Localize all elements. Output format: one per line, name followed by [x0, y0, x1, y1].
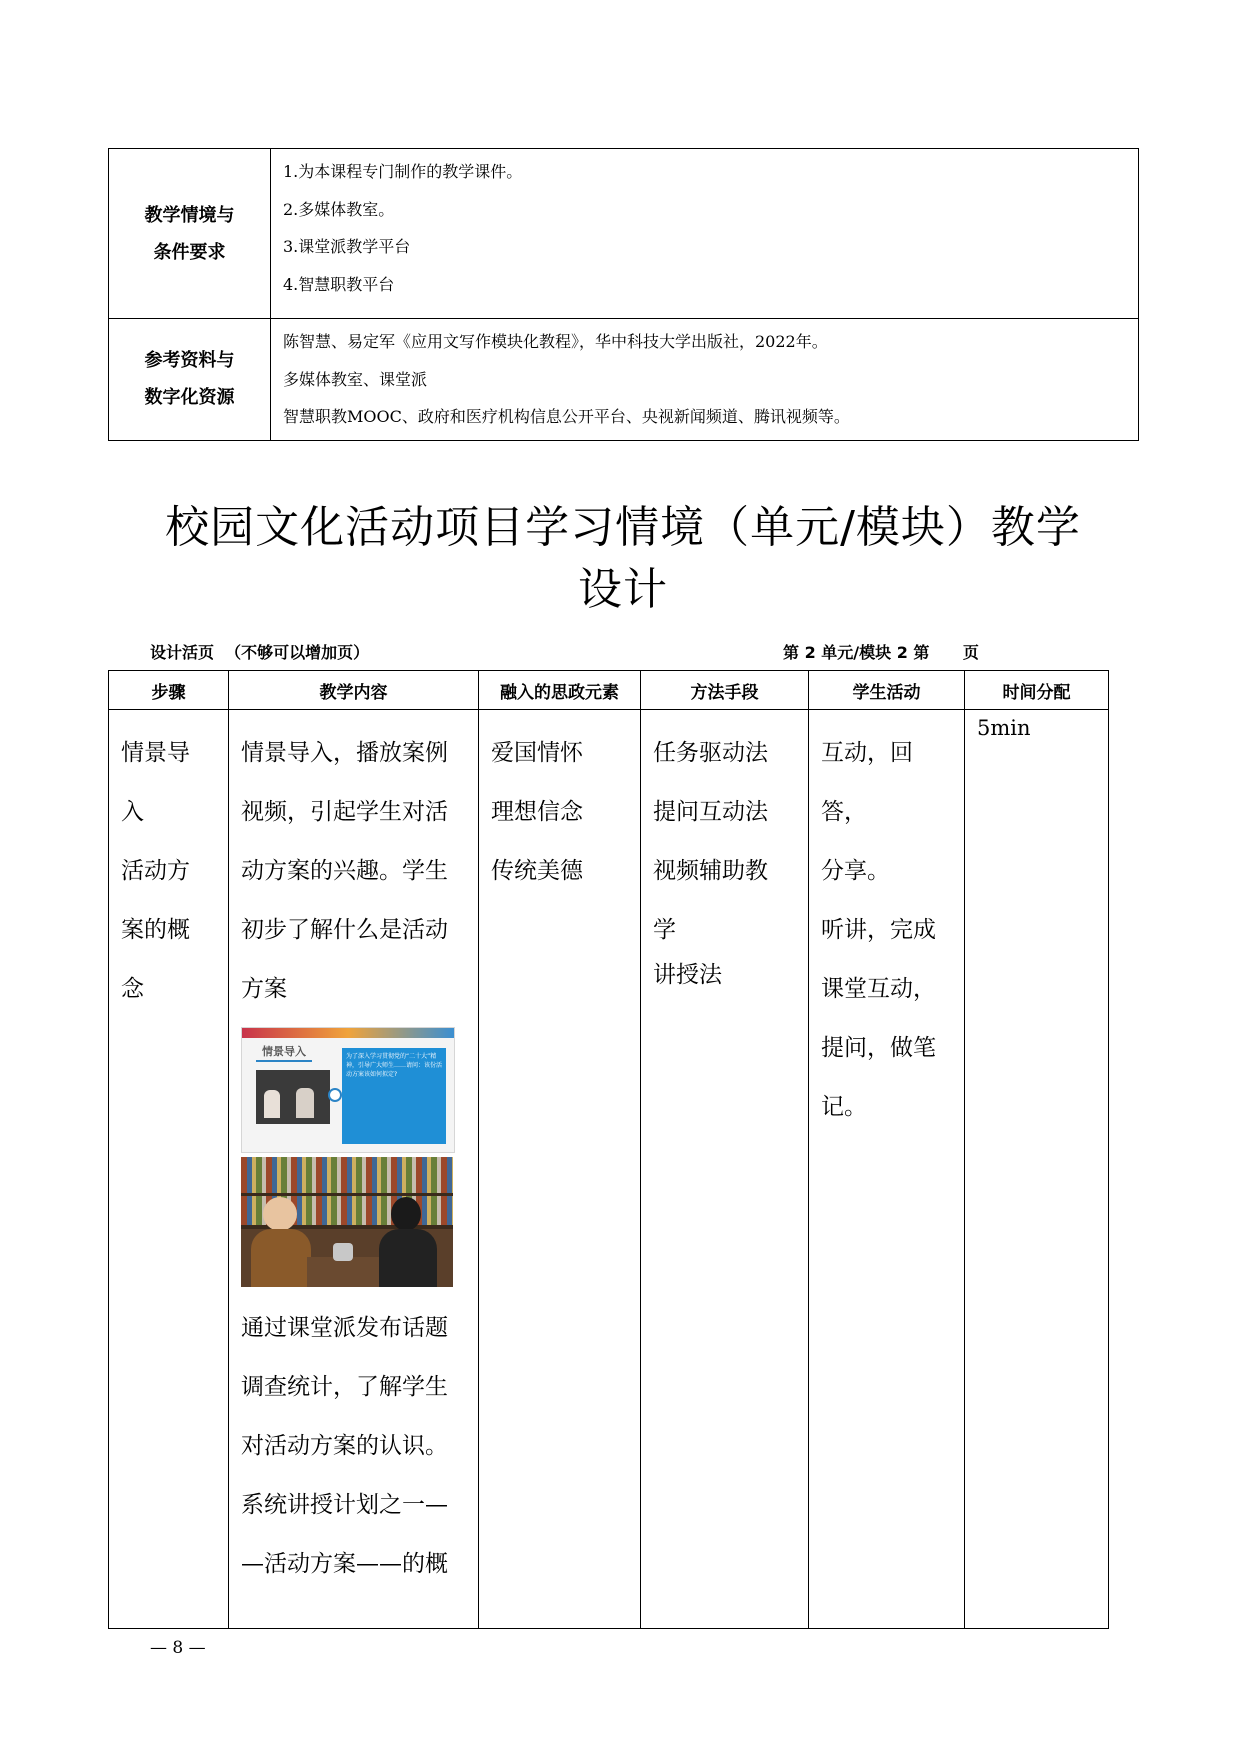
method-line: 视频辅助教	[653, 858, 768, 884]
row-label	[109, 319, 271, 441]
method-cell	[641, 710, 809, 1629]
slide-image	[241, 1027, 455, 1153]
step-line: 案的概	[121, 917, 190, 943]
person-body	[379, 1229, 437, 1287]
ideology-line: 爱国情怀	[491, 740, 583, 766]
step-line: 活动方	[121, 858, 190, 884]
content-line: 初步了解什么是活动	[241, 917, 448, 943]
method-line: 任务驱动法	[653, 740, 768, 766]
student-activity-cell	[809, 710, 965, 1629]
table-row	[109, 149, 1139, 319]
row-label	[109, 149, 271, 319]
resources-table	[108, 148, 1139, 441]
method-line: 提问互动法	[653, 799, 768, 825]
step-line: 入	[121, 799, 144, 825]
content-line: 系统讲授计划之一—	[241, 1492, 448, 1518]
student-line: 分享。	[821, 858, 890, 884]
person-body	[251, 1229, 311, 1287]
slide-video-thumbnail	[256, 1070, 330, 1124]
lesson-design-table	[108, 670, 1109, 1629]
column-header: 融入的思政元素	[479, 671, 641, 710]
classroom-photo	[241, 1157, 453, 1287]
label-line: 参考资料与	[144, 350, 235, 372]
table-desk	[307, 1257, 379, 1287]
slide-text: 为了深入学习贯彻党的“二十大”精神，引导广大师生……请问：该份活动方案该如何拟定?	[342, 1048, 446, 1144]
content-line: 通过课堂派发布话题	[241, 1315, 448, 1341]
title-line: 设计	[578, 564, 668, 615]
ideology-cell	[479, 710, 641, 1629]
column-header: 时间分配	[965, 671, 1109, 710]
slide-tag: 情景导入	[256, 1042, 312, 1062]
column-header: 学生活动	[809, 671, 965, 710]
subheader-right: 第 2 单元/模块 2 第 页	[783, 643, 979, 662]
method-line: 讲授法	[653, 962, 722, 988]
time-cell	[965, 710, 1109, 1629]
list-item: 2.多媒体教室。	[283, 199, 395, 219]
student-line: 课堂互动，	[821, 976, 936, 1002]
table-row	[109, 319, 1139, 441]
student-line: 记。	[821, 1094, 867, 1120]
content-line: 调查统计，了解学生	[241, 1374, 448, 1400]
content-cell	[229, 710, 479, 1629]
teapot	[333, 1243, 353, 1261]
list-item: 陈智慧、易定军《应用文写作模块化教程》，华中科技大学出版社，2022年。	[283, 332, 828, 351]
play-icon	[328, 1088, 342, 1102]
step-line: 念	[121, 976, 144, 1002]
label-line: 条件要求	[153, 241, 226, 263]
list-item: 1.为本课程专门制作的教学课件。	[283, 162, 523, 181]
person-head	[263, 1197, 297, 1231]
row-content	[271, 149, 1139, 319]
column-header: 方法手段	[641, 671, 809, 710]
ideology-line: 传统美德	[491, 858, 583, 884]
student-line: 听讲，完成	[821, 917, 936, 943]
list-item: 智慧职教MOOC、政府和医疗机构信息公开平台、央视新闻频道、腾讯视频等。	[283, 407, 850, 426]
table-header-row	[109, 671, 1109, 710]
student-line: 提问，做笔	[821, 1035, 936, 1061]
time-value: 5min	[977, 716, 1031, 740]
ideology-line: 理想信念	[491, 799, 583, 825]
content-line: —活动方案——的概	[241, 1551, 448, 1577]
page-number: — 8 —	[150, 1638, 206, 1658]
row-content	[271, 319, 1139, 441]
label-line: 数字化资源	[144, 387, 235, 409]
content-line: 视频，引起学生对活	[241, 799, 448, 825]
content-line: 动方案的兴趣。学生	[241, 858, 448, 884]
table-row	[109, 710, 1109, 1629]
slide-banner	[242, 1028, 454, 1038]
list-item: 3.课堂派教学平台	[283, 237, 411, 256]
content-line: 方案	[241, 976, 287, 1002]
method-line: 学	[653, 917, 676, 943]
person-head	[391, 1197, 421, 1231]
list-item: 多媒体教室、课堂派	[283, 369, 428, 389]
content-line: 情景导入，播放案例	[241, 740, 448, 766]
column-header: 教学内容	[229, 671, 479, 710]
step-cell	[109, 710, 229, 1629]
step-line: 情景导	[121, 740, 190, 766]
page-title	[108, 497, 1138, 621]
student-line: 互动，回答，	[821, 740, 913, 825]
title-line: 校园文化活动项目学习情境（单元/模块）教学	[165, 502, 1081, 553]
subheader-left: 设计活页 （不够可以增加页）	[150, 643, 370, 662]
label-line: 教学情境与	[144, 204, 235, 226]
content-line: 对活动方案的认识。	[241, 1433, 448, 1459]
column-header: 步骤	[109, 671, 229, 710]
list-item: 4.智慧职教平台	[283, 274, 395, 294]
